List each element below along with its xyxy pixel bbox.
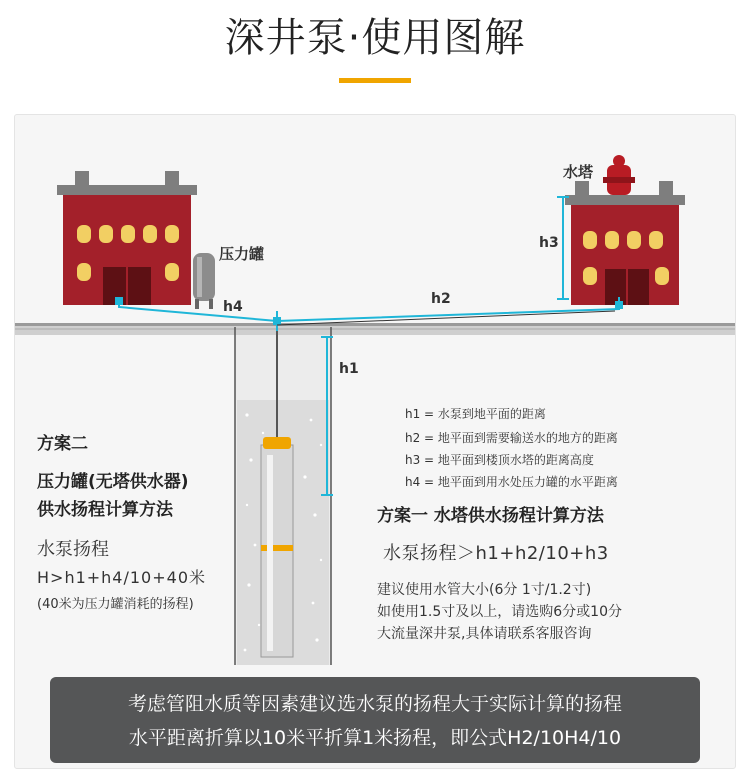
plan-one-advice-2: 如使用1.5寸及以上，请选购6分或10分 [377,604,622,620]
h4-label: h4 [223,299,243,315]
plan-two-subtitle-2: 供水扬程计算方法 [37,500,173,520]
ground-surface [15,325,736,335]
banner-line-2: 水平距离折算以10米平折算1米扬程，即公式H2/10H4/10 [128,727,622,749]
h1-label: h1 [339,361,359,377]
plan-two-formula: H>h1+h4/10+40米 [37,568,207,587]
water-tower-label: 水塔 [563,163,594,181]
page-title: 深井泵·使用图解 [224,15,526,61]
h2-dimension [277,311,615,325]
plan-two-subtitle-1: 压力罐(无塔供水器) [37,472,189,492]
legend-h4: h4 = 地平面到用水处压力罐的水平距离 [405,475,618,489]
ground-top-line [15,323,736,326]
plan-one-formula: 水泵扬程＞h1+h2/10+h3 [383,543,609,564]
legend-h1: h1 = 水泵到地平面的距离 [405,407,546,421]
h3-label: h3 [539,235,559,251]
h2-label: h2 [431,291,451,307]
plan-two-title: 方案二 [37,434,88,454]
house-left [57,171,197,305]
banner-line-1: 考虑管阻水质等因素建议选水泵的扬程大于实际计算的扬程 [127,693,622,715]
pump-ring [261,545,293,551]
diagram-frame [14,114,736,769]
plan-two-pump-head: 水泵扬程 [37,539,109,560]
h3-measure [557,197,569,299]
pump-top-cap [263,437,291,449]
title-underline [339,78,411,83]
plan-one-advice-3: 大流量深井泵,具体请联系客服咨询 [377,626,592,642]
plan-one-advice-1: 建议使用水管大小(6分 1寸/1.2寸) [377,582,592,598]
legend-h2: h2 = 地平面到需要输送水的地方的距离 [405,431,618,445]
bottom-banner [50,677,700,763]
plan-one-title: 方案一 水塔供水扬程计算方法 [377,506,604,526]
legend-h3: h3 = 地平面到楼顶水塔的距离高度 [405,453,594,467]
plan-two-note: (40米为压力罐消耗的扬程) [37,597,194,612]
pressure-tank-icon [193,253,215,309]
pressure-tank-label: 压力罐 [219,245,265,263]
diagram-scene [15,115,736,769]
pump-shine [267,455,273,651]
house-right [565,181,685,305]
water-tower-icon [603,155,635,195]
